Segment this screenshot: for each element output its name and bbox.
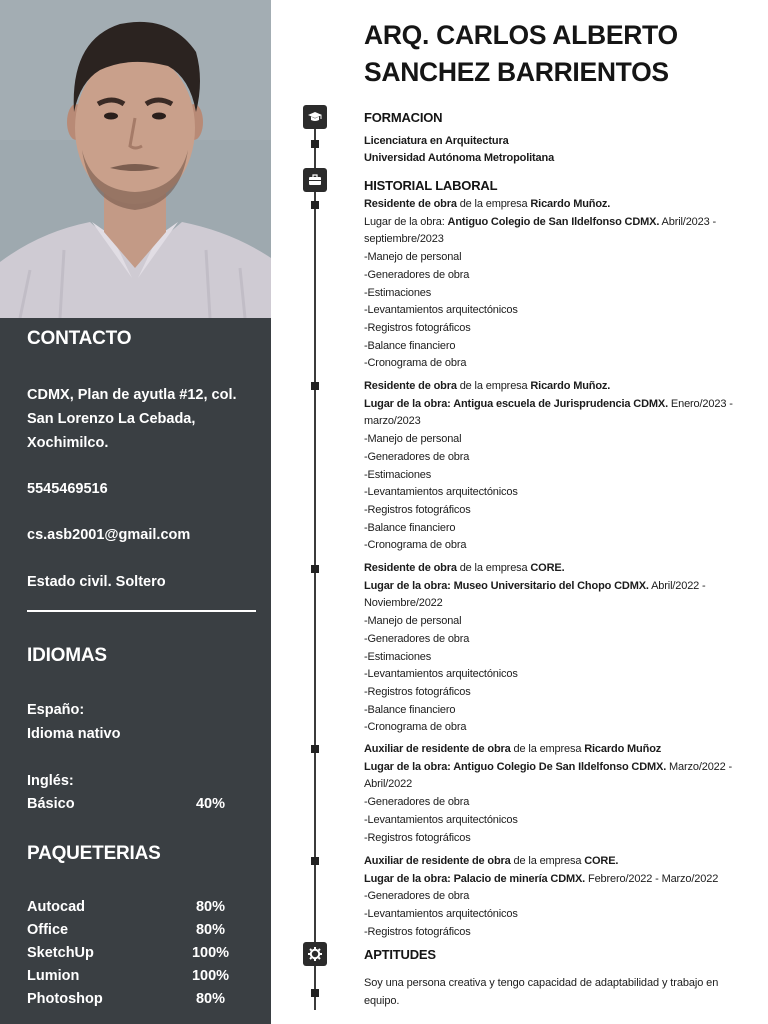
address-line-2: San Lorenzo La Cebada, (27, 411, 196, 427)
job-entry (364, 196, 756, 373)
job-role: Auxiliar de residente de obra (364, 743, 511, 755)
job-location-line (364, 871, 756, 889)
language-level: Idioma nativo (27, 726, 121, 742)
timeline-dot (311, 565, 319, 573)
job-dates: Enero/2023 - marzo/2023 (364, 397, 733, 428)
timeline-dot (311, 201, 319, 209)
languages-heading: IDIOMAS (27, 645, 107, 666)
software-percent: 80% (195, 991, 226, 1007)
software-heading: PAQUETERIAS (27, 843, 161, 864)
timeline-dot (311, 745, 319, 753)
job-role: Auxiliar de residente de obra (364, 855, 511, 867)
job-company-prefix: de la empresa (456, 198, 531, 210)
job-task: -Levantamientos arquitectónicos (364, 908, 518, 921)
language-name: Inglés: (27, 773, 74, 789)
civil-status: Estado civil. Soltero (27, 574, 166, 590)
education-degree: Licenciatura en Arquitectura (364, 135, 509, 147)
job-company: CORE. (530, 562, 565, 574)
software-item (27, 922, 237, 945)
software-name: SketchUp (27, 945, 94, 961)
phone-number: 5545469516 (27, 481, 108, 497)
job-role: Residente de obra (364, 562, 457, 574)
job-task: -Registros fotográficos (364, 503, 471, 516)
job-task: -Registros fotográficos (364, 685, 471, 698)
address-line-3: Xochimilco. (27, 435, 109, 451)
job-company-prefix: de la empresa (456, 562, 531, 574)
job-company-prefix: de la empresa (456, 380, 531, 392)
job-task: -Cronograma de obra (364, 357, 467, 370)
aptitudes-title: APTITUDES (364, 947, 436, 962)
language-level: Básico (27, 796, 75, 812)
job-task: -Generadores de obra (364, 450, 470, 463)
job-location-label: Lugar de la obra: (364, 579, 454, 592)
job-task: -Generadores de obra (364, 796, 470, 809)
job-task: -Estimaciones (364, 286, 432, 299)
job-task: -Generadores de obra (364, 890, 470, 903)
job-task: -Cronograma de obra (364, 721, 467, 734)
work-history-title: HISTORIAL LABORAL (364, 178, 498, 193)
software-item (27, 991, 237, 1014)
timeline-dot (311, 382, 319, 390)
software-name: Office (27, 922, 69, 938)
job-task: -Cronograma de obra (364, 539, 467, 552)
software-item (27, 899, 237, 922)
job-location-line (364, 759, 756, 794)
job-company: CORE. (584, 855, 619, 867)
job-entry (364, 560, 756, 737)
job-company-prefix: de la empresa (510, 855, 585, 867)
job-location-label: Lugar de la obra: (364, 872, 454, 885)
job-task: -Balance financiero (364, 339, 456, 352)
software-name: Lumion (27, 968, 80, 984)
education-title: FORMACION (364, 110, 443, 125)
job-task: -Registros fotográficos (364, 831, 471, 844)
graduation-cap-icon (303, 105, 327, 129)
job-location-label: Lugar de la obra: (364, 215, 448, 228)
gear-icon (303, 942, 327, 966)
job-task: -Levantamientos arquitectónicos (364, 304, 518, 317)
job-header (364, 196, 756, 214)
job-task: -Estimaciones (364, 468, 432, 481)
job-task: -Generadores de obra (364, 632, 470, 645)
profile-photo-illustration (0, 0, 271, 318)
software-percent: 80% (195, 899, 226, 915)
job-role: Residente de obra (364, 380, 457, 392)
job-entry (364, 853, 756, 942)
job-location-label: Lugar de la obra: (364, 760, 454, 773)
job-task: -Levantamientos arquitectónicos (364, 486, 518, 499)
software-percent: 100% (191, 968, 230, 984)
job-location-label: Lugar de la obra: (364, 397, 454, 410)
job-task: -Estimaciones (364, 650, 432, 663)
job-company-prefix: de la empresa (510, 743, 585, 755)
name-line-1: ARQ. CARLOS ALBERTO (364, 20, 678, 50)
job-dates: Abril/2022 - Noviembre/2022 (364, 579, 706, 610)
contact-heading: CONTACTO (27, 328, 132, 349)
job-header (364, 853, 756, 871)
job-task: -Manejo de personal (364, 251, 462, 264)
job-task: -Registros fotográficos (364, 321, 471, 334)
briefcase-icon (303, 168, 327, 192)
sidebar (0, 0, 271, 1024)
email-address[interactable]: cs.asb2001@gmail.com (27, 527, 191, 543)
job-location-line (364, 578, 756, 613)
job-location: Palacio de minería CDMX. (453, 872, 586, 885)
software-item (27, 945, 237, 968)
job-entry (364, 378, 756, 555)
job-header (364, 741, 756, 759)
job-task: -Balance financiero (364, 703, 456, 716)
profile-photo (0, 0, 271, 318)
job-dates: Abril/2023 - septiembre/2023 (364, 215, 716, 246)
software-percent: 80% (195, 922, 226, 938)
job-dates: Febrero/2022 - Marzo/2022 (585, 872, 719, 885)
candidate-name (364, 17, 754, 91)
job-company: Ricardo Muñoz (584, 743, 662, 755)
education-university: Universidad Autónoma Metropolitana (364, 152, 555, 164)
job-task: -Levantamientos arquitectónicos (364, 668, 518, 681)
sidebar-divider (27, 610, 256, 612)
job-location: Antiguo Colegio de San Ildelfonso CDMX. (447, 215, 660, 228)
language-name: Españo: (27, 702, 85, 718)
timeline-dot (311, 140, 319, 148)
aptitudes-text: Soy una persona creativa y tengo capacidad de adaptabilidad y trabajo en equipo. (364, 977, 719, 1007)
job-company: Ricardo Muñoz. (530, 380, 611, 392)
job-task: -Manejo de personal (364, 615, 462, 628)
software-item (27, 968, 237, 991)
timeline-dot (311, 857, 319, 865)
job-header (364, 560, 756, 578)
timeline-dot (311, 989, 319, 997)
job-role: Residente de obra (364, 198, 457, 210)
job-task: -Balance financiero (364, 521, 456, 534)
name-line-2: SANCHEZ BARRIENTOS (364, 57, 669, 87)
job-task: -Generadores de obra (364, 268, 470, 281)
job-location-line (364, 396, 756, 431)
job-header (364, 378, 756, 396)
job-dates: Marzo/2022 - Abril/2022 (364, 760, 733, 791)
job-location: Antigua escuela de Jurisprudencia CDMX. (453, 397, 669, 410)
job-location: Museo Universitario del Chopo CDMX. (453, 579, 649, 592)
job-task: -Registros fotográficos (364, 925, 471, 938)
job-entry (364, 741, 756, 847)
job-location: Antiguo Colegio De San Ildelfonso CDMX. (453, 760, 667, 773)
job-task: -Levantamientos arquitectónicos (364, 813, 518, 826)
software-name: Autocad (27, 899, 85, 915)
job-company: Ricardo Muñoz. (530, 198, 611, 210)
software-percent: 100% (191, 945, 230, 961)
job-location-line (364, 214, 756, 249)
software-name: Photoshop (27, 991, 103, 1007)
job-task: -Manejo de personal (364, 433, 462, 446)
language-percent: 40% (195, 796, 226, 812)
address-line-1: CDMX, Plan de ayutla #12, col. (27, 387, 237, 403)
education-details (364, 133, 744, 167)
